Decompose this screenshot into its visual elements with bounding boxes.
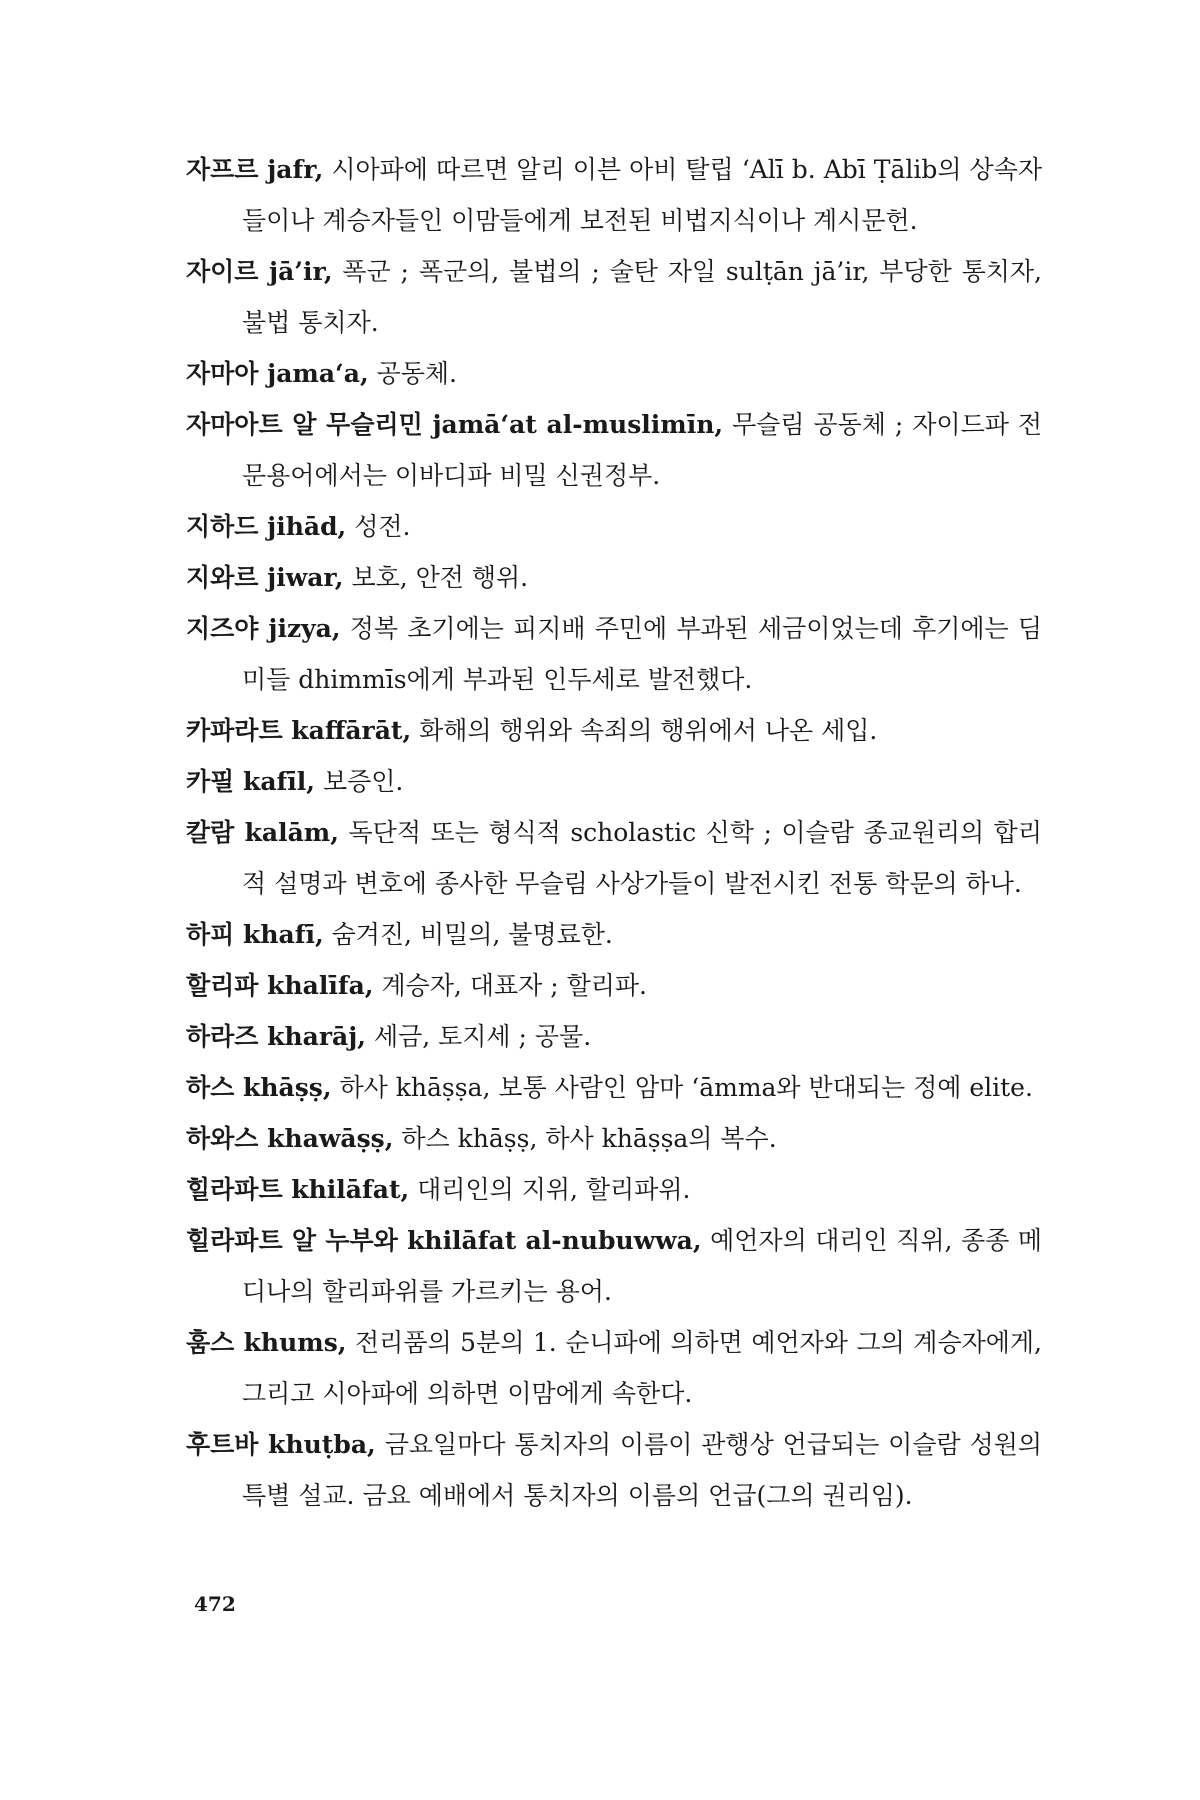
glossary-entry	[186, 1164, 1042, 1215]
glossary-entry	[186, 399, 1042, 501]
entry-term: 후트바 khuṭba,	[186, 1430, 376, 1459]
glossary-entry	[186, 552, 1042, 603]
entry-definition: 하사 khāṣṣa, 보통 사람인 암마 ‘āmma와 반대되는 정예 elite.	[339, 1073, 1033, 1102]
page-number: 472	[194, 1592, 236, 1616]
entry-term: 지즈야 jizya,	[186, 614, 341, 643]
glossary-entry	[186, 960, 1042, 1011]
entry-definition: 하스 khāṣṣ, 하사 khāṣṣa의 복수.	[401, 1124, 777, 1153]
entry-definition: 예언자의 대리인 직위, 종종 메디나의 할리파위를 가르키는 용어.	[242, 1226, 1043, 1306]
entry-definition: 세금, 토지세 ; 공물.	[373, 1022, 592, 1051]
entry-term: 힐라파트 알 누부와 khilāfat al-nubuwwa,	[186, 1226, 702, 1255]
entry-term: 할리파 khalīfa,	[186, 971, 374, 1000]
entry-definition: 성전.	[354, 512, 411, 541]
glossary-entry	[186, 909, 1042, 960]
entry-definition: 금요일마다 통치자의 이름이 관행상 언급되는 이슬람 성원의 특별 설교. 금요 예배에서 통치자의 이름의 언급(그의 권리임).	[242, 1430, 1043, 1510]
entry-definition: 계승자, 대표자 ; 할리파.	[381, 971, 647, 1000]
glossary-entry	[186, 1215, 1042, 1317]
entry-term: 훔스 khums,	[186, 1328, 347, 1357]
entry-definition: 폭군 ; 폭군의, 불법의 ; 술탄 자일 sulṭān jā’ir, 부당한 통치자, 불법 통치자.	[242, 257, 1043, 337]
glossary-entry	[186, 348, 1042, 399]
glossary-entry	[186, 144, 1042, 246]
entry-definition: 숨겨진, 비밀의, 불명료한.	[331, 920, 613, 949]
glossary-entry	[186, 1419, 1042, 1521]
entry-term: 카파라트 kaffārāt,	[186, 716, 412, 745]
entry-definition: 무슬림 공동체 ; 자이드파 전문용어에서는 이바디파 비밀 신권정부.	[242, 410, 1042, 490]
entry-definition: 전리품의 5분의 1. 순니파에 의하면 예언자와 그의 계승자에게, 그리고 시아파에 의하면 이맘에게 속한다.	[242, 1328, 1043, 1408]
entry-definition: 대리인의 지위, 할리파위.	[417, 1175, 691, 1204]
glossary-entry	[186, 705, 1042, 756]
entry-term: 자마아트 알 무슬리민 jamā‘at al-muslimīn,	[186, 410, 724, 439]
glossary-entry	[186, 807, 1042, 909]
entry-term: 하스 khāṣṣ,	[186, 1073, 332, 1102]
entry-definition: 보호, 안전 행위.	[351, 563, 529, 592]
entry-definition: 시아파에 따르면 알리 이븐 아비 탈립 ‘Alī b. Abī Ṭālib의 상속자들이나 계승자들인 이맘들에게 보전된 비법지식이나 계시문헌.	[242, 155, 1042, 235]
glossary-entry	[186, 1062, 1042, 1113]
entry-term: 하피 khafī,	[186, 920, 324, 949]
entry-definition: 독단적 또는 형식적 scholastic 신학 ; 이슬람 종교원리의 합리적 설명과 변호에 종사한 무슬림 사상가들이 발전시킨 전통 학문의 하나.	[242, 818, 1042, 898]
glossary-entry	[186, 501, 1042, 552]
entry-definition: 보증인.	[322, 767, 404, 796]
entry-term: 하라즈 kharāj,	[186, 1022, 366, 1051]
entry-definition: 공동체.	[376, 359, 458, 388]
entry-definition: 정복 초기에는 피지배 주민에 부과된 세금이었는데 후기에는 딤미들 dhimmīs에게 부과된 인두세로 발전했다.	[242, 614, 1043, 694]
entry-term: 자이르 jā’ir,	[186, 257, 333, 286]
entry-term: 자프르 jafr,	[186, 155, 324, 184]
entry-term: 칼람 kalām,	[186, 818, 339, 847]
glossary-entry	[186, 756, 1042, 807]
glossary-entry	[186, 603, 1042, 705]
entry-definition: 화해의 행위와 속죄의 행위에서 나온 세입.	[419, 716, 878, 745]
entry-term: 힐라파트 khilāfat,	[186, 1175, 410, 1204]
glossary-entry	[186, 1113, 1042, 1164]
glossary-entry	[186, 1011, 1042, 1062]
glossary-list	[186, 144, 1042, 1521]
entry-term: 지하드 jihād,	[186, 512, 347, 541]
glossary-entry	[186, 1317, 1042, 1419]
entry-term: 카필 kafīl,	[186, 767, 315, 796]
entry-term: 지와르 jiwar,	[186, 563, 344, 592]
entry-term: 자마아 jama‘a,	[186, 359, 369, 388]
glossary-entry	[186, 246, 1042, 348]
entry-term: 하와스 khawāṣṣ,	[186, 1124, 394, 1153]
